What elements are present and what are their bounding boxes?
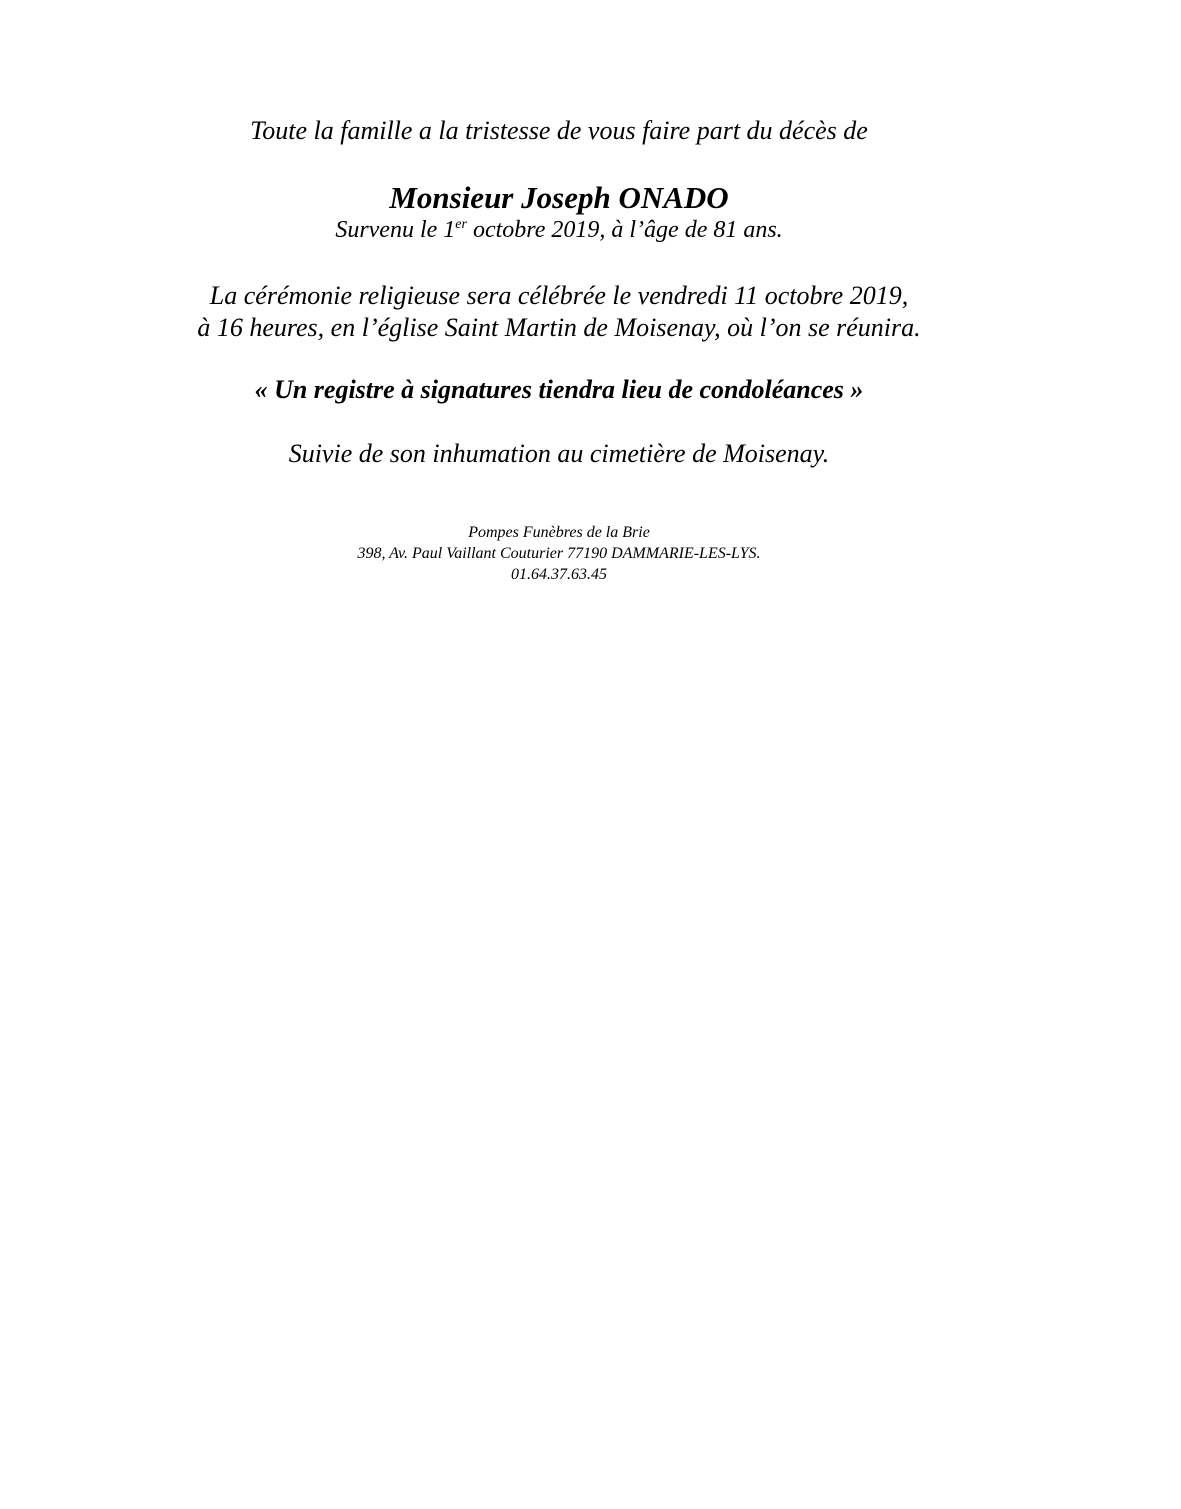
ceremony-line-1: La cérémonie religieuse sera célébrée le vendredi 11 octobre 2019, — [209, 281, 909, 310]
intro-text: Toute la famille a la tristesse de vous faire part du décès de — [250, 116, 868, 145]
funeral-home-phone: 01.64.37.63.45 — [511, 566, 607, 583]
ceremony-line-2: à 16 heures, en l’église Saint Martin de Moisenay, où l’on se réunira. — [197, 313, 921, 342]
deceased-name: Monsieur Joseph ONADO — [389, 180, 729, 215]
death-date-prefix: Survenu le 1 — [335, 217, 456, 243]
burial-text: Suivie de son inhumation au cimetière de Moisenay. — [288, 439, 830, 468]
death-date-line — [0, 218, 1118, 242]
death-date-suffix: octobre 2019, à l’âge de 81 ans. — [466, 217, 783, 243]
death-date-superscript: er — [455, 217, 467, 232]
funeral-home-address: 398, Av. Paul Vaillant Couturier 77190 DAMMARIE-LES-LYS. — [357, 545, 761, 562]
condolence-registry-note: « Un registre à signatures tiendra lieu de condoléances » — [254, 375, 864, 404]
funeral-home-name: Pompes Funèbres de la Brie — [468, 524, 650, 541]
